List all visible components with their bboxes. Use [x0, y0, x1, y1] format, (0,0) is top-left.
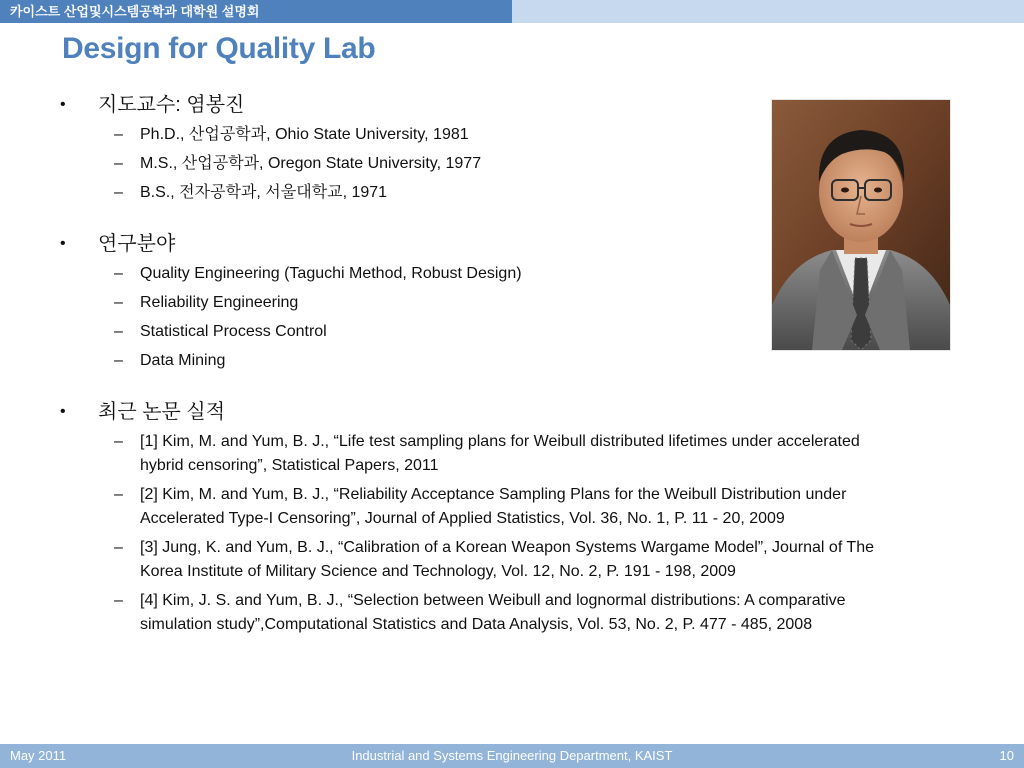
footer-department: Industrial and Systems Engineering Department, KAIST: [351, 748, 673, 763]
page-number: 10: [999, 748, 1014, 763]
publication-item: [60, 536, 880, 584]
publication-text: [3] Jung, K. and Yum, B. J., “Calibration of a Korean Weapon Systems Wargame Model”, Journal of The Korea Institute of Military Science and Technology, Vol. 12, No. 2, P. 191 - 198, 2009: [140, 539, 874, 580]
portrait-image: [772, 100, 950, 350]
publication-item: [60, 589, 880, 637]
list-item-text: Ph.D., 산업공학과, Ohio State University, 1981: [140, 126, 469, 143]
dash-icon: –: [114, 592, 123, 609]
header-banner: 카이스트 산업및시스템공학과 대학원 설명회: [0, 0, 512, 23]
slide-title: Design for Quality Lab: [62, 32, 376, 65]
bullet-icon: •: [60, 403, 66, 420]
footer-date: May 2011: [10, 748, 67, 763]
publication-text: [2] Kim, M. and Yum, B. J., “Reliability Acceptance Sampling Plans for the Weibull Distribution under Accelerated Type-I Censoring”, Journal of Applied Statistics, Vol. 36, No. 1, P. 11 - 20, 2009: [140, 486, 847, 527]
professor-photo: [772, 100, 950, 350]
section-heading: 연구분야: [98, 233, 176, 255]
list-item-text: M.S., 산업공학과, Oregon State University, 1977: [140, 155, 482, 172]
publication-text: [1] Kim, M. and Yum, B. J., “Life test sampling plans for Weibull distributed lifetimes under accelerated hybrid censoring”, Statistical Papers, 2011: [140, 433, 860, 474]
publication-item: [60, 430, 880, 478]
list-item-text: Reliability Engineering: [140, 294, 299, 311]
dash-icon: –: [114, 155, 123, 172]
bullet-icon: •: [60, 235, 66, 252]
dash-icon: –: [114, 265, 123, 282]
list-item-text: B.S., 전자공학과, 서울대학교, 1971: [140, 184, 388, 201]
publication-text: [4] Kim, J. S. and Yum, B. J., “Selection between Weibull and lognormal distributions: A comparative simulation study”,Computational Statistics and Data Analysis, Vol. 53, No. 2, P. 477 - 485, 2008: [140, 592, 846, 633]
dash-icon: –: [114, 486, 123, 503]
list-item: [60, 349, 960, 373]
dash-icon: –: [114, 126, 123, 143]
dash-icon: –: [114, 184, 123, 201]
list-item-text: Data Mining: [140, 352, 226, 369]
dash-icon: –: [114, 352, 123, 369]
sub-list: [60, 430, 960, 637]
bullet-heading: [60, 397, 960, 427]
dash-icon: –: [114, 539, 123, 556]
dash-icon: –: [114, 433, 123, 450]
list-item-text: Quality Engineering (Taguchi Method, Robust Design): [140, 265, 522, 282]
list-item-text: Statistical Process Control: [140, 323, 327, 340]
section-heading: 최근 논문 실적: [98, 401, 226, 423]
header-bar: [0, 0, 1024, 23]
dash-icon: –: [114, 323, 123, 340]
section-publications: [60, 397, 960, 637]
footer-bar: [0, 744, 1024, 768]
section-heading: 지도교수: 염봉진: [98, 94, 245, 116]
dash-icon: –: [114, 294, 123, 311]
bullet-icon: •: [60, 96, 66, 113]
publication-item: [60, 483, 880, 531]
